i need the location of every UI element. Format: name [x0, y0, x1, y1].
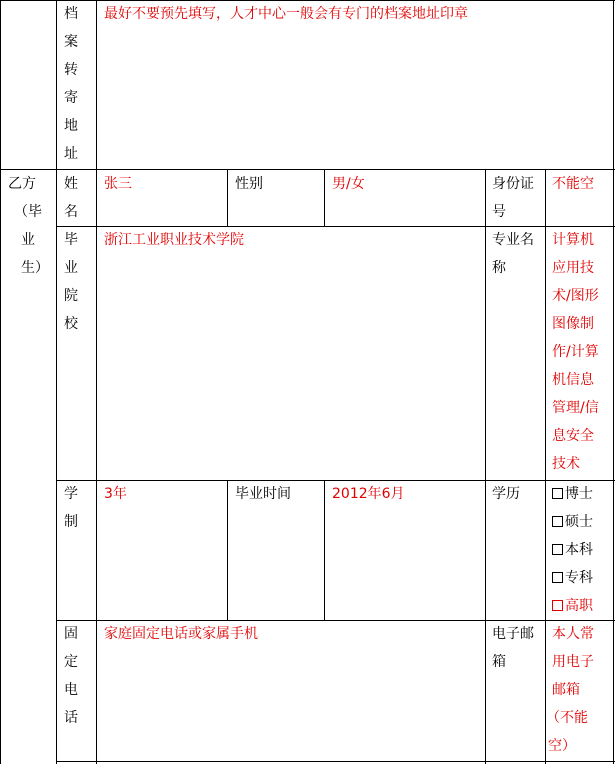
checkbox-icon [552, 488, 563, 499]
id-number-field[interactable]: 不能空 [552, 176, 594, 192]
email-value-line: 用电子 [552, 654, 594, 670]
degree-option-vocational[interactable] [552, 592, 593, 620]
col-divider-right-label [485, 169, 486, 764]
archive-label-char: 案 [64, 34, 78, 50]
degree-option-master[interactable] [552, 508, 593, 536]
major-value-line: 作/计算 [552, 344, 599, 360]
grad-time-field[interactable]: 2012年6月 [332, 486, 405, 502]
school-label-char: 业 [64, 260, 78, 276]
school-label-char: 院 [64, 288, 78, 304]
school-label-char: 毕 [64, 232, 78, 248]
archive-address-note[interactable]: 最好不要预先填写，人才中心一般会有专门的档案地址印章 [104, 6, 468, 22]
archive-label-char: 档 [64, 6, 78, 22]
phone-label-char: 电 [64, 682, 78, 698]
major-value-line: 应用技 [552, 260, 594, 276]
degree-option-college[interactable] [552, 564, 593, 592]
id-label-line: 身份证 [492, 176, 534, 192]
checkbox-icon [552, 600, 563, 611]
id-label-line: 号 [492, 204, 506, 220]
degree-options [552, 480, 593, 620]
archive-label-char: 寄 [64, 90, 78, 106]
checkbox-icon [552, 572, 563, 583]
major-value-line: 机信息 [552, 372, 594, 388]
archive-label-char: 转 [64, 62, 78, 78]
email-value-line: 邮箱 [552, 682, 580, 698]
degree-label: 学历 [492, 486, 520, 502]
name-label-char: 名 [64, 204, 78, 220]
major-label-line: 专业名 [492, 232, 534, 248]
checkbox-icon [552, 516, 563, 527]
school-label-char: 校 [64, 316, 78, 332]
border-right [613, 0, 614, 764]
gender-label: 性别 [235, 176, 263, 192]
major-value-line: 图像制 [552, 316, 594, 332]
degree-option-bachelor[interactable] [552, 536, 593, 564]
major-value-line: 管理/信 [552, 400, 599, 416]
major-label-line: 称 [492, 260, 506, 276]
gender-field[interactable]: 男/女 [332, 176, 365, 192]
border-left [0, 0, 1, 764]
party-b-label-line: （毕 [14, 204, 42, 220]
email-label-line: 箱 [492, 654, 506, 670]
phone-label-char: 定 [64, 654, 78, 670]
email-value-line: （不能 [546, 710, 588, 726]
col-divider-gender-value [324, 169, 325, 227]
phone-label-char: 话 [64, 710, 78, 726]
school-field[interactable]: 浙江工业职业技术学院 [104, 232, 244, 248]
major-value-line: 息安全 [552, 428, 594, 444]
name-label-char: 姓 [64, 176, 78, 192]
email-value-line: 空） [548, 738, 576, 754]
col-divider-gender [227, 169, 228, 227]
major-value-line: 技术 [552, 456, 580, 472]
col-divider-grad [227, 480, 228, 621]
archive-label-char: 址 [64, 146, 78, 162]
phone-label-char: 固 [64, 626, 78, 642]
major-value-line: 计算机 [552, 232, 594, 248]
email-label-line: 电子邮 [492, 626, 534, 642]
party-b-label-line: 乙方 [8, 176, 36, 192]
email-value-line: 本人常 [552, 626, 594, 642]
name-field[interactable]: 张三 [104, 176, 132, 192]
checkbox-icon [552, 544, 563, 555]
degree-option-label: 高职 [565, 598, 593, 614]
col-divider-grad-value [324, 480, 325, 621]
archive-label-char: 地 [64, 118, 78, 134]
degree-option-phd[interactable] [552, 480, 593, 508]
grad-time-label: 毕业时间 [235, 486, 291, 502]
row-divider-bottom [56, 761, 615, 762]
degree-option-label: 硕士 [565, 514, 593, 530]
party-b-label-line: 生） [21, 260, 49, 276]
phone-field[interactable]: 家庭固定电话或家属手机 [104, 626, 258, 642]
length-field[interactable]: 3年 [104, 486, 127, 502]
length-label-char: 学 [64, 486, 78, 502]
length-label-char: 制 [64, 514, 78, 530]
col-divider-right-value [545, 169, 546, 764]
col-divider-2 [96, 0, 97, 764]
degree-option-label: 专科 [565, 570, 593, 586]
degree-option-label: 本科 [565, 542, 593, 558]
party-b-label-line: 业 [21, 232, 35, 248]
col-divider-1 [56, 0, 57, 764]
major-value-line: 术/图形 [552, 288, 599, 304]
degree-option-label: 博士 [565, 486, 593, 502]
